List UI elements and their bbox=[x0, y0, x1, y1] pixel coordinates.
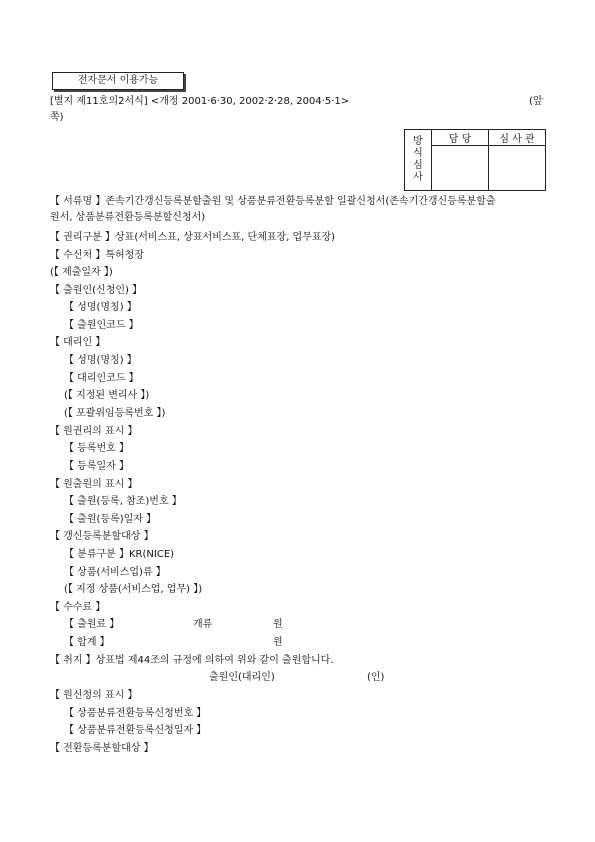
conversion-request-date: 【 상품분류전환등록신청일자 】 bbox=[64, 725, 207, 736]
original-right-heading: 【 원권리의 표시 】 bbox=[50, 426, 138, 437]
fee-heading: 【 수수료 】 bbox=[50, 602, 106, 613]
conversion-request-number: 【 상품분류전환등록신청번호 】 bbox=[64, 708, 207, 719]
submit-date: (【 제출일자 】) bbox=[50, 267, 113, 278]
fee-application-count-unit: 개류 bbox=[193, 619, 213, 630]
examiner-sign-cell bbox=[489, 146, 546, 191]
registration-date: 【 등록일자 】 bbox=[64, 461, 129, 472]
renewal-target-heading: 【 갱신등록분할대상 】 bbox=[50, 531, 154, 542]
page-side-right: 쪽) bbox=[50, 112, 64, 123]
method-review-cell bbox=[405, 130, 432, 191]
applicant-code: 【 출원인코드 】 bbox=[64, 320, 139, 331]
doc-name-line1: 【 서류명 】존속기간갱신등록분할출원 및 상품분류전환등록분할 일괄신청서(존속기간갱신등록분할출 bbox=[50, 196, 496, 207]
approval-col-examiner: 심 사 관 bbox=[489, 130, 546, 146]
class-type: 【 분류구분 】KR(NICE) bbox=[64, 549, 175, 560]
e-document-badge: 전자문서 이용가능 bbox=[52, 72, 184, 90]
seal-mark: (인) bbox=[367, 672, 385, 683]
method-char: 식 bbox=[413, 148, 423, 159]
signer-label: 출원인(대리인) bbox=[209, 672, 275, 683]
method-char: 방 bbox=[413, 136, 423, 147]
purpose-statement: 【 취지 】상표법 제44조의 규정에 의하여 위와 같이 출원합니다. bbox=[50, 655, 334, 666]
application-date: 【 출원(등록)일자 】 bbox=[64, 514, 157, 525]
method-char: 심 bbox=[413, 160, 423, 171]
approval-table bbox=[404, 129, 546, 191]
agent-blanket-number: (【 포괄위임등록번호 】) bbox=[64, 408, 166, 419]
applicant-name: 【 성명(명칭) 】 bbox=[64, 302, 137, 313]
conversion-target-heading: 【 전환등록분할대상 】 bbox=[50, 743, 154, 754]
application-number: 【 출원(등록, 참조)번호 】 bbox=[64, 496, 182, 507]
designated-goods: (【 지정 상품(서비스업, 업무) 】) bbox=[64, 584, 203, 595]
original-request-heading: 【 원신청의 표시 】 bbox=[50, 690, 138, 701]
officer-sign-cell bbox=[432, 146, 489, 191]
original-application-heading: 【 원출원의 표시 】 bbox=[50, 479, 138, 490]
approval-col-officer: 담 당 bbox=[432, 130, 489, 146]
fee-total-label: 【 합계 】 bbox=[64, 637, 110, 648]
agent-code: 【 대리인코드 】 bbox=[64, 373, 139, 384]
agent-appointed: (【 지정된 변리사 】) bbox=[64, 390, 150, 401]
fee-application-won-unit: 원 bbox=[273, 619, 283, 630]
goods-class: 【 상품(서비스업)류 】 bbox=[64, 567, 166, 578]
applicant-heading: 【 출원인(신청인) 】 bbox=[50, 285, 143, 296]
agent-name: 【 성명(명칭) 】 bbox=[64, 355, 137, 366]
recipient: 【 수신처 】특허청장 bbox=[50, 250, 144, 261]
page-side-left: (앞 bbox=[529, 96, 543, 107]
rights-type: 【 권리구분 】상표(서비스표, 상표서비스표, 단체표장, 업무표장) bbox=[50, 232, 336, 243]
form-header: [별지 제11호의2서식] <개정 2001·6·30, 2002·2·28, 2004·5·1> bbox=[50, 96, 350, 107]
fee-application-label: 【 출원료 】 bbox=[64, 619, 120, 630]
registration-number: 【 등록번호 】 bbox=[64, 443, 129, 454]
doc-name-line2: 원서, 상품분류전환등록분할신청서) bbox=[50, 212, 206, 223]
method-char: 사 bbox=[413, 172, 423, 183]
fee-total-won-unit: 원 bbox=[273, 637, 283, 648]
agent-heading: 【 대리인 】 bbox=[50, 337, 106, 348]
